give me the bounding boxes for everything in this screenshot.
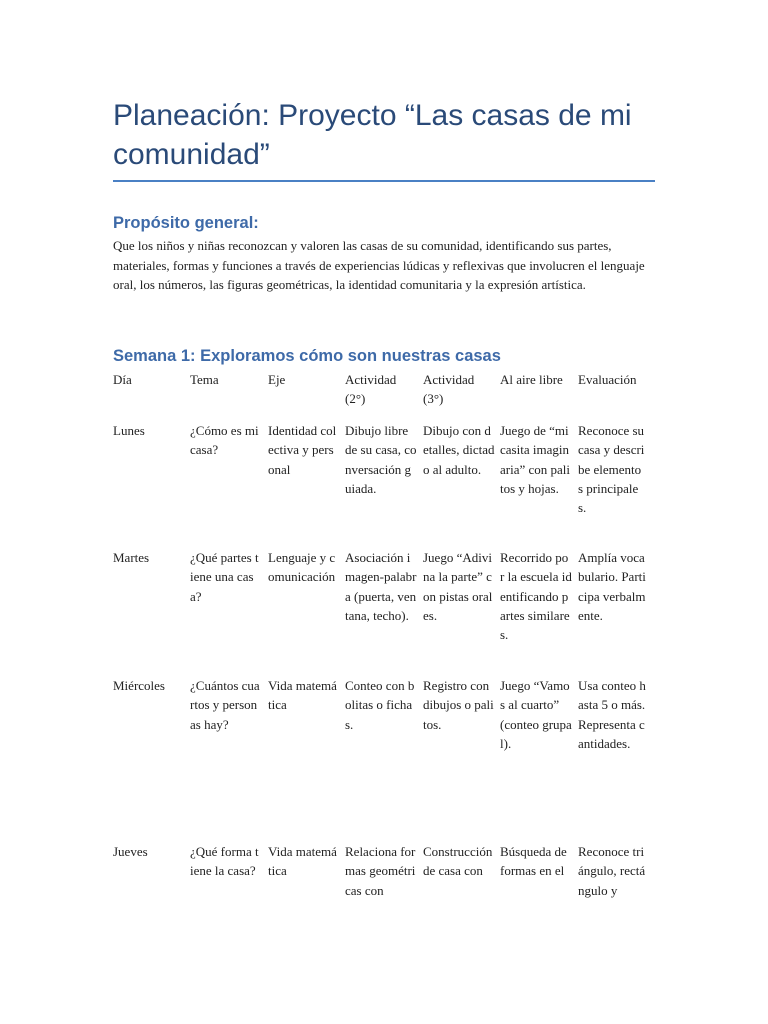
- evaluation-cell: Reconoce su casa y describe elementos principales.: [578, 423, 645, 516]
- activity-2-cell: Asociación imagen-palabra (puerta, ventana, techo).: [345, 550, 417, 623]
- outdoor-cell: Juego de “mi casita imaginaria” con palitos y hojas.: [500, 423, 571, 496]
- axis-cell: Vida matemática: [268, 844, 337, 879]
- purpose-heading: Propósito general:: [113, 214, 259, 232]
- activity-2-cell: Dibujo libre de su casa, conversación guiada.: [345, 423, 417, 496]
- week-heading: Semana 1: Exploramos cómo son nuestras casas: [113, 347, 501, 365]
- day-cell: Jueves: [113, 844, 148, 859]
- evaluation-cell: Usa conteo hasta 5 o más. Representa cantidades.: [578, 678, 646, 751]
- activity-3-cell: Juego “Adivina la parte” con pistas orales.: [423, 550, 493, 623]
- day-cell: Martes: [113, 550, 150, 565]
- axis-cell: Vida matemática: [268, 678, 337, 713]
- outdoor-cell: Juego “Vamos al cuarto” (conteo grupal).: [500, 678, 572, 751]
- day-cell: Miércoles: [113, 678, 165, 693]
- activity-3-cell: Construcción de casa con: [423, 844, 493, 879]
- evaluation-cell: Reconoce triángulo, rectángulo y: [578, 844, 646, 898]
- evaluation-cell: Amplía vocabulario. Participa verbalmente.: [578, 550, 646, 623]
- outdoor-cell: Recorrido por la escuela identificando partes similares.: [500, 550, 572, 643]
- axis-cell: Identidad colectiva y personal: [268, 423, 337, 477]
- document-title: Planeación: Proyecto “Las casas de mi comunidad”: [113, 99, 632, 171]
- header-activity-3: Actividad (3°): [423, 372, 475, 407]
- title-underline: [113, 180, 655, 182]
- header-topic: Tema: [190, 372, 219, 387]
- activity-2-cell: Conteo con bolitas o fichas.: [345, 678, 415, 732]
- purpose-paragraph: Que los niños y niñas reconozcan y valoren las casas de su comunidad, identificando sus partes, materiales, formas y funciones a través de experiencias lúdicas y reflexivas que involucren el lenguaje oral, los números, las figuras geométricas, la identidad comunitaria y la expresión artística.: [113, 238, 645, 293]
- header-outdoor: Al aire libre: [500, 372, 563, 387]
- topic-cell: ¿Cuántos cuartos y personas hay?: [190, 678, 260, 732]
- day-cell: Lunes: [113, 423, 145, 438]
- header-axis: Eje: [268, 372, 286, 387]
- outdoor-cell: Búsqueda de formas en el: [500, 844, 567, 879]
- activity-3-cell: Dibujo con detalles, dictado al adulto.: [423, 423, 495, 477]
- activity-2-cell: Relaciona formas geométricas con: [345, 844, 416, 898]
- activity-3-cell: Registro con dibujos o palitos.: [423, 678, 494, 732]
- topic-cell: ¿Qué forma tiene la casa?: [190, 844, 259, 879]
- axis-cell: Lenguaje y comunicación: [268, 550, 336, 585]
- header-evaluation: Evaluación: [578, 372, 637, 387]
- header-day: Día: [113, 372, 132, 387]
- topic-cell: ¿Qué partes tiene una casa?: [190, 550, 259, 604]
- header-activity-2: Actividad (2°): [345, 372, 397, 407]
- topic-cell: ¿Cómo es mi casa?: [190, 423, 259, 458]
